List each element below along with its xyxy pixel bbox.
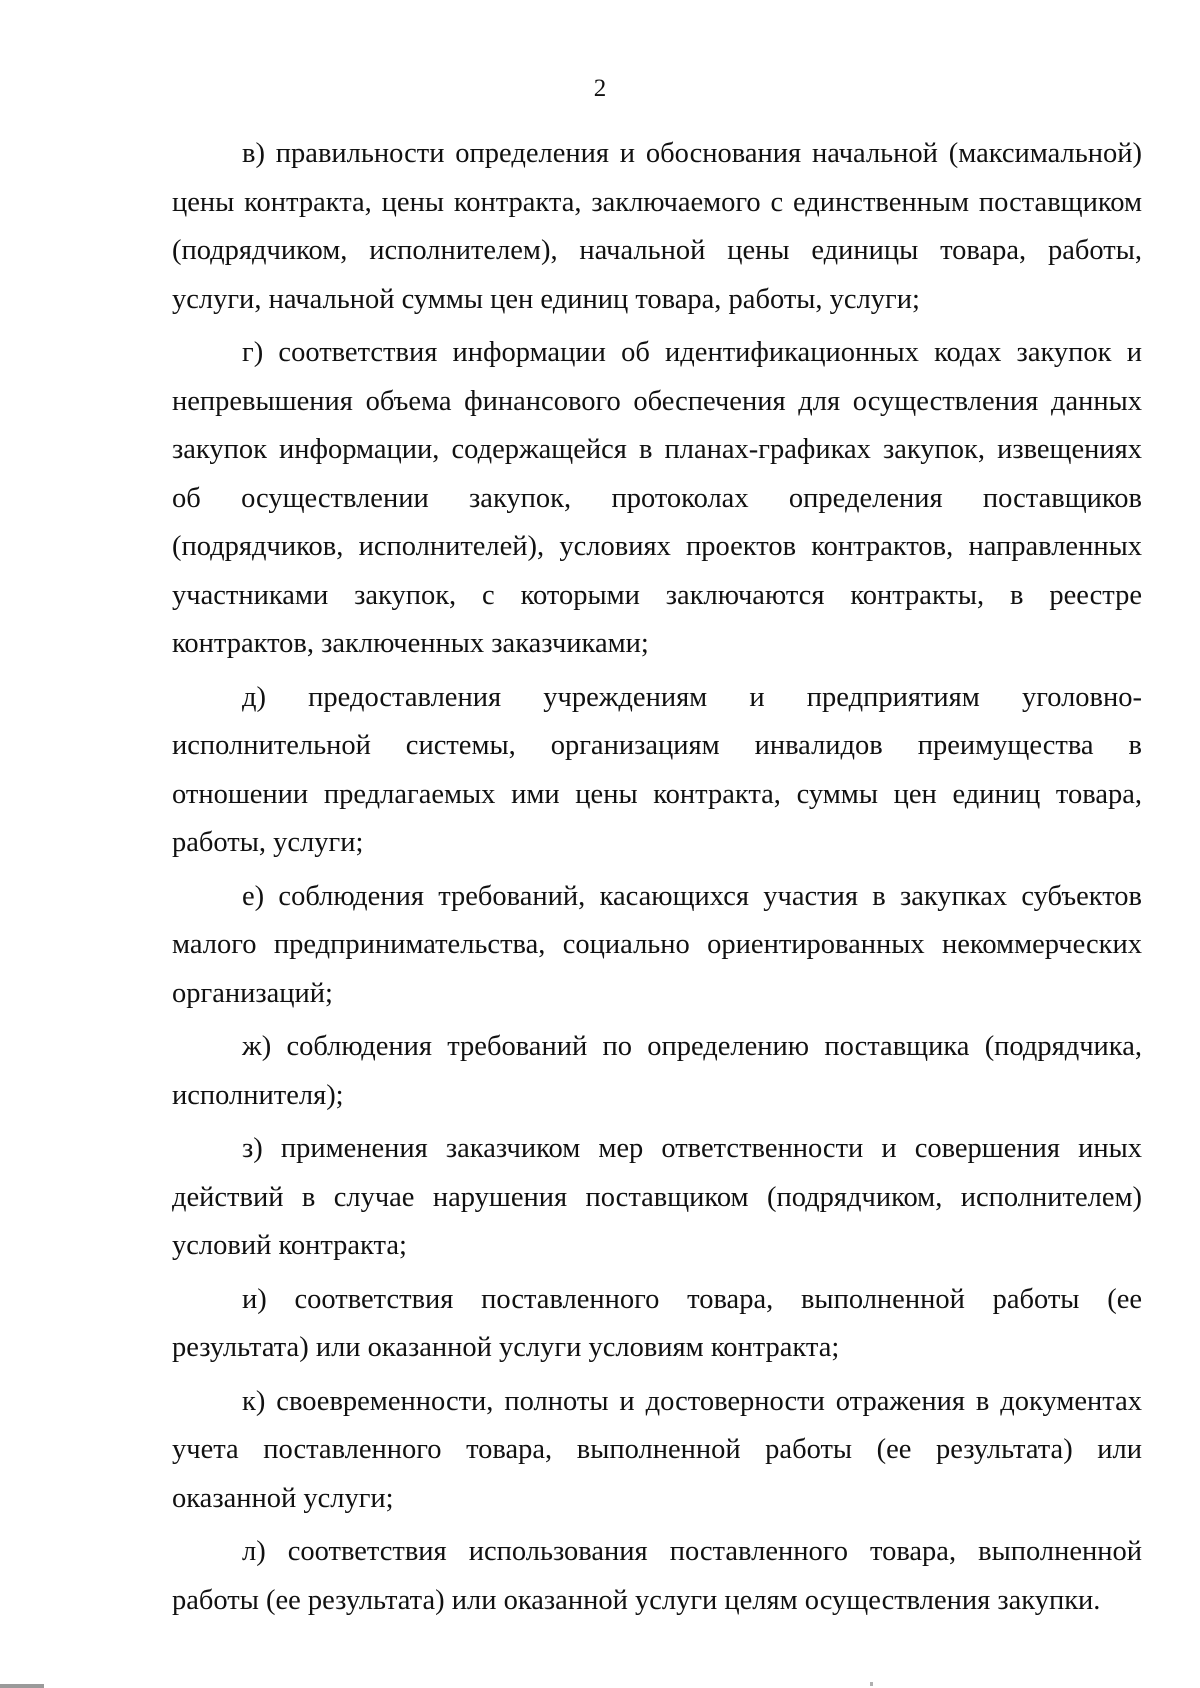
paragraph-g: г) соответствия информации об идентификационных кодах закупок и непревышения объема финансового обеспечения для осуществления данных закупок информации, содержащейся в планах-графиках закупок, извещениях об осуществлении закупок, протоколах определения поставщиков (подрядчиков, исполнителей), условиях проектов контрактов, направленных участниками закупок, с которыми заключаются контракты, в реестре контрактов, заключенных заказчиками; xyxy=(172,337,1142,659)
page-number: 2 xyxy=(593,75,607,102)
paragraph-e: е) соблюдения требований, касающихся участия в закупках субъектов малого предпринимательства, социально ориентированных некоммерческих организаций; xyxy=(172,880,1142,1009)
document-body xyxy=(172,130,1142,1630)
paragraph-l: л) соответствия использования поставленного товара, выполненной работы (ее результата) или оказанной услуги целям осуществления закупки. xyxy=(172,1536,1142,1616)
paragraph-z: з) применения заказчиком мер ответственности и совершения иных действий в случае нарушения поставщиком (подрядчиком, исполнителем) условий контракта; xyxy=(172,1133,1142,1261)
scan-mark-left xyxy=(0,1684,44,1688)
scan-mark-right xyxy=(870,1682,873,1686)
paragraph-zh: ж) соблюдения требований по определению поставщика (подрядчика, исполнителя); xyxy=(172,1031,1142,1111)
paragraph-v: в) правильности определения и обоснования начальной (максимальной) цены контракта, цены контракта, заключаемого с единственным поставщиком (подрядчиком, исполнителем), начальной цены единицы товара, работы, услуги, начальной суммы цен единиц товара, работы, услуги; xyxy=(172,138,1142,315)
paragraph-d: д) предоставления учреждениям и предприятиям уголовно-исполнительной системы, организациям инвалидов преимущества в отношении предлагаемых ими цены контракта, суммы цен единиц товара, работы, услуги; xyxy=(172,681,1142,858)
scan-artifacts xyxy=(0,1678,1200,1688)
paragraph-i: и) соответствия поставленного товара, выполненной работы (ее результата) или оказанной услуги условиям контракта; xyxy=(172,1283,1142,1363)
paragraph-k: к) своевременности, полноты и достоверности отражения в документах учета поставленного товара, выполненной работы (ее результата) или оказанной услуги; xyxy=(172,1385,1142,1514)
